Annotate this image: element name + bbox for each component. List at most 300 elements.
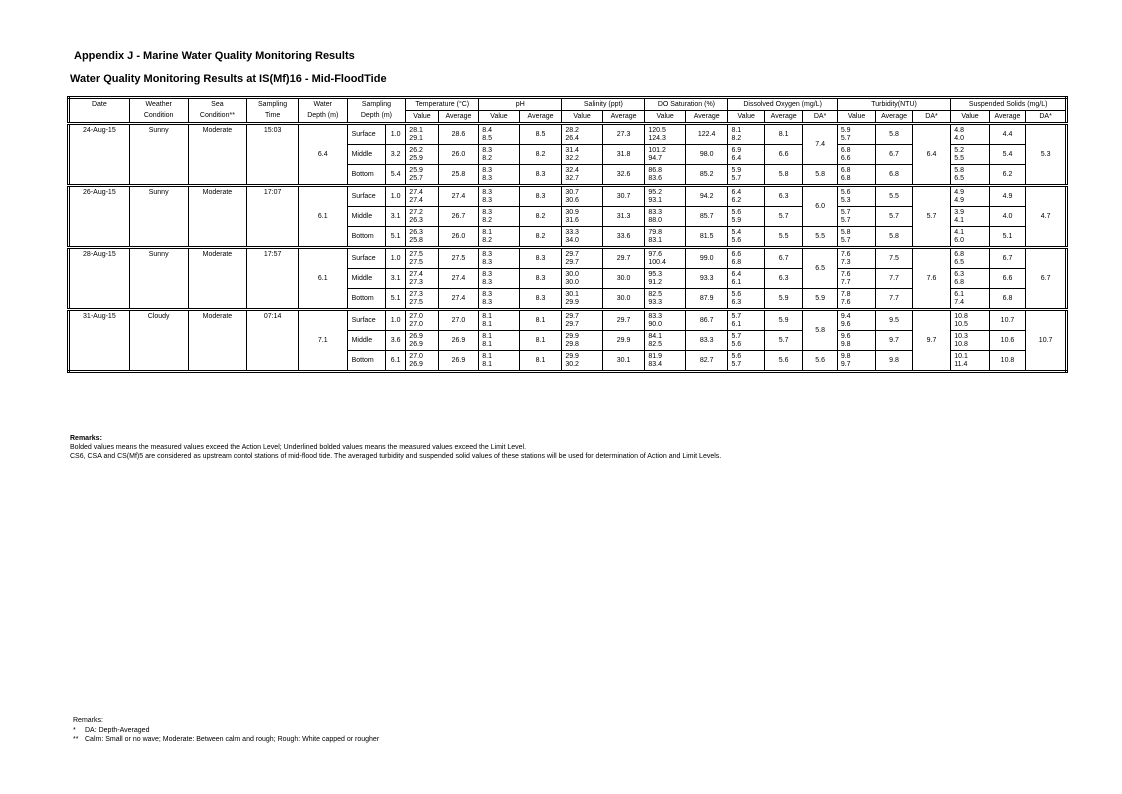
- footnote-item: [73, 726, 379, 736]
- col-sampling-depth-l2: Depth (m): [347, 111, 406, 124]
- dissolved-oxygen-values-reading: 6.4: [731, 270, 742, 278]
- col-time-l1: Sampling: [247, 98, 299, 111]
- salinity-values-reading: 30.1: [565, 290, 579, 298]
- dissolved-oxygen-average: 6.6: [764, 145, 802, 165]
- ph-values: [479, 331, 520, 351]
- do-saturation-values: [645, 145, 686, 165]
- sea-condition-cell: Moderate: [188, 248, 247, 310]
- ph-values-reading: 8.1: [482, 228, 492, 236]
- day-group: [69, 248, 1067, 310]
- turbidity-values: [837, 207, 875, 227]
- dissolved-oxygen-values-reading: 6.6: [731, 250, 742, 258]
- sub-average: Average: [989, 111, 1025, 124]
- dissolved-oxygen-average: 6.3: [764, 186, 802, 207]
- do-saturation-average: 85.2: [685, 165, 728, 186]
- dissolved-oxygen-average: 6.7: [764, 248, 802, 269]
- ph-values-reading: 8.3: [482, 208, 492, 216]
- date-cell: 28-Aug-15: [69, 248, 130, 310]
- turbidity-values: [837, 269, 875, 289]
- suspended-solids-values: [951, 289, 989, 310]
- temperature-average: 27.4: [438, 269, 479, 289]
- day-group: [69, 186, 1067, 248]
- salinity-average: 30.0: [602, 289, 645, 310]
- sampling-depth-cell: 3.6: [386, 331, 406, 351]
- ph-average: 8.3: [519, 269, 562, 289]
- suspended-solids-values-reading: 10.1: [954, 352, 968, 360]
- suspended-solids-average: 10.6: [989, 331, 1025, 351]
- col-salinity: Salinity (ppt): [562, 98, 645, 111]
- appendix-title: Appendix J - Marine Water Quality Monitoring Results: [74, 50, 355, 62]
- do-saturation-average: 85.7: [685, 207, 728, 227]
- sub-average: Average: [519, 111, 562, 124]
- dissolved-oxygen-values: [728, 145, 764, 165]
- turbidity-average: 9.8: [876, 351, 912, 372]
- salinity-values-reading: 34.0: [565, 236, 579, 244]
- salinity-values-reading: 31.4: [565, 146, 579, 154]
- sampling-time-cell: 15:03: [247, 124, 299, 186]
- dissolved-oxygen-values-reading: 6.4: [731, 188, 742, 196]
- sampling-level-label: Bottom: [347, 351, 385, 372]
- date-cell: 31-Aug-15: [69, 310, 130, 372]
- weather-cell: Sunny: [129, 248, 188, 310]
- remarks-line: CS6, CSA and CS(Mf)5 are considered as upstream contol stations of mid-flood tide. The averaged turbidity and suspended solid values of these stations will be used for determination of Action and Limit Levels.: [70, 453, 722, 460]
- salinity-values-reading: 29.9: [565, 352, 579, 360]
- turbidity-values: [837, 227, 875, 248]
- ph-values-reading: 8.3: [482, 188, 492, 196]
- do-saturation-values: [645, 124, 686, 145]
- do-saturation-values-reading: 95.3: [648, 270, 662, 278]
- col-turbidity: Turbidity(NTU): [837, 98, 950, 111]
- temperature-values: [406, 331, 438, 351]
- suspended-solids-values: [951, 165, 989, 186]
- do-saturation-average: 81.5: [685, 227, 728, 248]
- ph-values: [479, 145, 520, 165]
- suspended-solids-values-reading: 4.0: [954, 134, 964, 142]
- temperature-values-reading: 26.2: [409, 146, 423, 154]
- sub-value: Value: [479, 111, 520, 124]
- dissolved-oxygen-values-reading: 5.6: [731, 352, 742, 360]
- turbidity-values-reading: 7.3: [840, 258, 851, 266]
- dissolved-oxygen-average: 8.1: [764, 124, 802, 145]
- temperature-values-reading: 27.3: [409, 290, 423, 298]
- temperature-values-reading: 26.3: [409, 228, 423, 236]
- temperature-average: 25.8: [438, 165, 479, 186]
- temperature-values-reading: 27.4: [409, 188, 423, 196]
- dissolved-oxygen-values: [728, 124, 764, 145]
- turbidity-average: 9.7: [876, 331, 912, 351]
- sampling-depth-cell: 1.0: [386, 186, 406, 207]
- temperature-values: [406, 124, 438, 145]
- suspended-solids-da: 6.7: [1026, 248, 1067, 310]
- do-saturation-values-reading: 83.4: [648, 360, 662, 368]
- temperature-average: 26.0: [438, 227, 479, 248]
- col-do-saturation: DO Saturation (%): [645, 98, 728, 111]
- footnote-mark: **: [73, 736, 79, 743]
- do-saturation-values-reading: 82.5: [648, 290, 662, 298]
- suspended-solids-values-reading: 6.8: [954, 278, 964, 286]
- suspended-solids-values: [951, 207, 989, 227]
- dissolved-oxygen-values-reading: 5.7: [731, 360, 742, 368]
- ph-values: [479, 248, 520, 269]
- turbidity-values: [837, 351, 875, 372]
- turbidity-values-reading: 9.4: [840, 312, 851, 320]
- turbidity-average: 7.5: [876, 248, 912, 269]
- remarks-line: Bolded values means the measured values exceed the Action Level; Underlined bolded values means the measured values exceed the Limit Level.: [70, 444, 527, 451]
- ph-values-reading: 8.2: [482, 216, 492, 224]
- temperature-values-reading: 26.3: [409, 216, 423, 224]
- suspended-solids-average: 4.0: [989, 207, 1025, 227]
- suspended-solids-values-reading: 5.2: [954, 146, 964, 154]
- salinity-average: 27.3: [602, 124, 645, 145]
- temperature-values-reading: 26.9: [409, 332, 423, 340]
- ph-values-reading: 8.1: [482, 332, 492, 340]
- temperature-average: 27.4: [438, 289, 479, 310]
- do-saturation-values-reading: 100.4: [648, 258, 666, 266]
- suspended-solids-values-reading: 11.4: [954, 360, 968, 368]
- turbidity-values-reading: 5.7: [840, 208, 851, 216]
- turbidity-average: 5.7: [876, 207, 912, 227]
- suspended-solids-average: 4.4: [989, 124, 1025, 145]
- do-saturation-values-reading: 88.0: [648, 216, 662, 224]
- temperature-values: [406, 310, 438, 331]
- salinity-values-reading: 30.0: [565, 278, 579, 286]
- dissolved-oxygen-da: 5.8: [803, 310, 837, 351]
- suspended-solids-average: 5.1: [989, 227, 1025, 248]
- col-weather-l2: Condition: [129, 111, 188, 124]
- do-saturation-average: 82.7: [685, 351, 728, 372]
- salinity-values-reading: 30.0: [565, 270, 579, 278]
- table-header: [69, 98, 1067, 124]
- turbidity-average: 6.7: [876, 145, 912, 165]
- temperature-average: 26.9: [438, 351, 479, 372]
- dissolved-oxygen-values-reading: 5.7: [731, 332, 742, 340]
- ph-average: 8.5: [519, 124, 562, 145]
- suspended-solids-values-reading: 7.4: [954, 298, 964, 306]
- dissolved-oxygen-average: 5.8: [764, 165, 802, 186]
- temperature-average: 26.9: [438, 331, 479, 351]
- sampling-level-label: Middle: [347, 145, 385, 165]
- sampling-level-label: Bottom: [347, 227, 385, 248]
- suspended-solids-values: [951, 351, 989, 372]
- table-row: [69, 310, 1067, 331]
- dissolved-oxygen-values-reading: 5.6: [731, 208, 742, 216]
- water-quality-table: [67, 96, 1068, 373]
- turbidity-values-reading: 5.7: [840, 134, 851, 142]
- suspended-solids-values-reading: 10.3: [954, 332, 968, 340]
- col-water-depth-l2: Depth (m): [298, 111, 347, 124]
- dissolved-oxygen-average: 5.7: [764, 331, 802, 351]
- dissolved-oxygen-values-reading: 6.2: [731, 196, 742, 204]
- ph-values-reading: 8.2: [482, 154, 492, 162]
- col-temperature: Temperature (°C): [406, 98, 479, 111]
- table-row: [69, 186, 1067, 207]
- dissolved-oxygen-da: 7.4: [803, 124, 837, 165]
- sea-condition-cell: Moderate: [188, 186, 247, 248]
- sampling-level-label: Middle: [347, 331, 385, 351]
- salinity-values-reading: 31.6: [565, 216, 579, 224]
- suspended-solids-average: 6.7: [989, 248, 1025, 269]
- suspended-solids-values: [951, 186, 989, 207]
- sampling-level-label: Surface: [347, 186, 385, 207]
- dissolved-oxygen-values-reading: 5.4: [731, 228, 742, 236]
- salinity-average: 29.7: [602, 310, 645, 331]
- ph-values-reading: 8.1: [482, 320, 492, 328]
- suspended-solids-values-reading: 4.9: [954, 196, 964, 204]
- sampling-depth-cell: 5.1: [386, 289, 406, 310]
- sub-da: DA*: [803, 111, 837, 124]
- dissolved-oxygen-values-reading: 5.6: [731, 236, 742, 244]
- weather-cell: Sunny: [129, 186, 188, 248]
- turbidity-values-reading: 6.8: [840, 146, 851, 154]
- suspended-solids-values-reading: 6.3: [954, 270, 964, 278]
- temperature-values-reading: 25.7: [409, 174, 423, 182]
- do-saturation-values: [645, 227, 686, 248]
- salinity-values: [562, 227, 603, 248]
- dissolved-oxygen-values: [728, 227, 764, 248]
- dissolved-oxygen-values-reading: 8.1: [731, 126, 742, 134]
- turbidity-values-reading: 5.3: [840, 196, 851, 204]
- dissolved-oxygen-values-reading: 6.8: [731, 258, 742, 266]
- turbidity-average: 9.5: [876, 310, 912, 331]
- sea-condition-cell: Moderate: [188, 124, 247, 186]
- col-sampling-depth-l1: Sampling: [347, 98, 406, 111]
- salinity-values-reading: 29.9: [565, 298, 579, 306]
- ph-values-reading: 8.3: [482, 290, 492, 298]
- salinity-values-reading: 29.8: [565, 340, 579, 348]
- suspended-solids-average: 6.2: [989, 165, 1025, 186]
- sub-da: DA*: [912, 111, 950, 124]
- sub-average: Average: [602, 111, 645, 124]
- salinity-values: [562, 207, 603, 227]
- remarks-action-limit: [70, 434, 721, 461]
- temperature-values-reading: 27.4: [409, 196, 423, 204]
- turbidity-values: [837, 165, 875, 186]
- turbidity-values-reading: 7.6: [840, 250, 851, 258]
- turbidity-values-reading: 6.8: [840, 166, 851, 174]
- ph-average: 8.3: [519, 248, 562, 269]
- do-saturation-average: 93.3: [685, 269, 728, 289]
- suspended-solids-values-reading: 5.8: [954, 166, 964, 174]
- dissolved-oxygen-da-bottom: 5.5: [803, 227, 837, 248]
- dissolved-oxygen-values-reading: 5.9: [731, 216, 742, 224]
- dissolved-oxygen-da-bottom: 5.6: [803, 351, 837, 372]
- temperature-values: [406, 165, 438, 186]
- suspended-solids-values-reading: 3.9: [954, 208, 964, 216]
- temperature-values-reading: 27.0: [409, 320, 423, 328]
- turbidity-values: [837, 310, 875, 331]
- turbidity-values-reading: 5.8: [840, 228, 851, 236]
- turbidity-values-reading: 9.6: [840, 332, 851, 340]
- col-time-l2: Time: [247, 111, 299, 124]
- turbidity-average: 7.7: [876, 289, 912, 310]
- weather-cell: Cloudy: [129, 310, 188, 372]
- temperature-values-reading: 27.5: [409, 258, 423, 266]
- temperature-values-reading: 25.8: [409, 236, 423, 244]
- salinity-average: 31.3: [602, 207, 645, 227]
- ph-values-reading: 8.3: [482, 166, 492, 174]
- sub-average: Average: [764, 111, 802, 124]
- sub-value: Value: [645, 111, 686, 124]
- salinity-average: 30.0: [602, 269, 645, 289]
- suspended-solids-values-reading: 6.5: [954, 258, 964, 266]
- ph-values-reading: 8.4: [482, 126, 492, 134]
- salinity-values-reading: 29.7: [565, 312, 579, 320]
- dissolved-oxygen-values: [728, 310, 764, 331]
- do-saturation-values: [645, 186, 686, 207]
- turbidity-values-reading: 9.6: [840, 320, 851, 328]
- ph-average: 8.3: [519, 165, 562, 186]
- ph-average: 8.2: [519, 207, 562, 227]
- remarks-footnotes: [73, 716, 379, 745]
- dissolved-oxygen-values: [728, 186, 764, 207]
- turbidity-da: 9.7: [912, 310, 950, 372]
- footnote-title: Remarks:: [73, 717, 103, 724]
- suspended-solids-values-reading: 6.1: [954, 290, 964, 298]
- ph-values: [479, 269, 520, 289]
- sampling-depth-cell: 1.0: [386, 124, 406, 145]
- do-saturation-average: 86.7: [685, 310, 728, 331]
- do-saturation-values-reading: 86.8: [648, 166, 662, 174]
- sub-value: Value: [951, 111, 989, 124]
- turbidity-average: 6.8: [876, 165, 912, 186]
- do-saturation-values-reading: 93.3: [648, 298, 662, 306]
- temperature-values-reading: 26.9: [409, 360, 423, 368]
- do-saturation-values-reading: 81.9: [648, 352, 662, 360]
- suspended-solids-values-reading: 6.0: [954, 236, 964, 244]
- ph-values: [479, 207, 520, 227]
- ph-values-reading: 8.3: [482, 270, 492, 278]
- ph-average: 8.2: [519, 227, 562, 248]
- salinity-values-reading: 29.7: [565, 320, 579, 328]
- turbidity-values-reading: 7.7: [840, 278, 851, 286]
- do-saturation-average: 87.9: [685, 289, 728, 310]
- sampling-level-label: Middle: [347, 269, 385, 289]
- suspended-solids-values-reading: 10.5: [954, 320, 968, 328]
- do-saturation-values-reading: 83.6: [648, 174, 662, 182]
- temperature-values-reading: 25.9: [409, 166, 423, 174]
- dissolved-oxygen-da-bottom: 5.9: [803, 289, 837, 310]
- suspended-solids-values-reading: 5.5: [954, 154, 964, 162]
- sampling-time-cell: 17:57: [247, 248, 299, 310]
- turbidity-values: [837, 145, 875, 165]
- dissolved-oxygen-average: 5.7: [764, 207, 802, 227]
- ph-average: 8.1: [519, 351, 562, 372]
- temperature-values-reading: 27.0: [409, 312, 423, 320]
- do-saturation-values: [645, 165, 686, 186]
- sampling-depth-cell: 1.0: [386, 310, 406, 331]
- salinity-average: 31.8: [602, 145, 645, 165]
- suspended-solids-values: [951, 310, 989, 331]
- sampling-depth-cell: 3.2: [386, 145, 406, 165]
- col-suspended-solids: Suspended Solids (mg/L): [951, 98, 1067, 111]
- turbidity-values-reading: 5.6: [840, 188, 851, 196]
- remarks-title: Remarks:: [70, 435, 102, 442]
- turbidity-average: 5.8: [876, 227, 912, 248]
- sub-value: Value: [728, 111, 764, 124]
- suspended-solids-da: 4.7: [1026, 186, 1067, 248]
- salinity-values-reading: 29.7: [565, 258, 579, 266]
- temperature-values: [406, 248, 438, 269]
- ph-values: [479, 165, 520, 186]
- turbidity-values: [837, 124, 875, 145]
- sampling-level-label: Bottom: [347, 289, 385, 310]
- dissolved-oxygen-values: [728, 207, 764, 227]
- do-saturation-values: [645, 310, 686, 331]
- suspended-solids-values-reading: 6.8: [954, 250, 964, 258]
- salinity-values-reading: 28.2: [565, 126, 579, 134]
- sub-average: Average: [438, 111, 479, 124]
- salinity-values: [562, 248, 603, 269]
- dissolved-oxygen-average: 5.5: [764, 227, 802, 248]
- sampling-level-label: Surface: [347, 124, 385, 145]
- suspended-solids-average: 5.4: [989, 145, 1025, 165]
- ph-values-reading: 8.5: [482, 134, 492, 142]
- turbidity-da: 6.4: [912, 124, 950, 186]
- sub-value: Value: [837, 111, 875, 124]
- water-depth-cell: 6.1: [298, 248, 347, 310]
- ph-values-reading: 8.2: [482, 236, 492, 244]
- sub-value: Value: [562, 111, 603, 124]
- temperature-values: [406, 351, 438, 372]
- table-row: [69, 124, 1067, 145]
- salinity-values: [562, 289, 603, 310]
- dissolved-oxygen-average: 6.3: [764, 269, 802, 289]
- ph-values: [479, 124, 520, 145]
- salinity-average: 29.7: [602, 248, 645, 269]
- dissolved-oxygen-values-reading: 5.9: [731, 166, 742, 174]
- do-saturation-average: 98.0: [685, 145, 728, 165]
- temperature-average: 27.5: [438, 248, 479, 269]
- suspended-solids-values: [951, 145, 989, 165]
- table-title: Water Quality Monitoring Results at IS(Mf)16 - Mid-FloodTide: [70, 73, 387, 85]
- suspended-solids-average: 4.9: [989, 186, 1025, 207]
- temperature-values-reading: 27.5: [409, 298, 423, 306]
- do-saturation-values-reading: 101.2: [648, 146, 666, 154]
- col-weather-l1: Weather: [129, 98, 188, 111]
- do-saturation-values-reading: 124.3: [648, 134, 666, 142]
- salinity-values-reading: 30.7: [565, 188, 579, 196]
- dissolved-oxygen-values-reading: 6.9: [731, 146, 742, 154]
- suspended-solids-average: 6.6: [989, 269, 1025, 289]
- sampling-depth-cell: 3.1: [386, 269, 406, 289]
- suspended-solids-values-reading: 4.1: [954, 216, 964, 224]
- turbidity-values: [837, 186, 875, 207]
- weather-cell: Sunny: [129, 124, 188, 186]
- turbidity-values-reading: 9.7: [840, 360, 851, 368]
- footnote-item: [73, 735, 379, 745]
- salinity-values-reading: 32.4: [565, 166, 579, 174]
- sampling-depth-cell: 1.0: [386, 248, 406, 269]
- turbidity-values-reading: 7.6: [840, 270, 851, 278]
- temperature-average: 28.6: [438, 124, 479, 145]
- suspended-solids-values-reading: 6.5: [954, 174, 964, 182]
- salinity-values: [562, 269, 603, 289]
- ph-average: 8.3: [519, 289, 562, 310]
- do-saturation-values-reading: 94.7: [648, 154, 662, 162]
- suspended-solids-values-reading: 4.8: [954, 126, 964, 134]
- footnote-text: DA: Depth-Averaged: [85, 726, 150, 734]
- temperature-values-reading: 27.3: [409, 278, 423, 286]
- ph-average: 8.1: [519, 331, 562, 351]
- turbidity-average: 5.5: [876, 186, 912, 207]
- dissolved-oxygen-values: [728, 269, 764, 289]
- do-saturation-values-reading: 93.1: [648, 196, 662, 204]
- col-date: Date: [69, 98, 130, 124]
- do-saturation-values-reading: 90.0: [648, 320, 662, 328]
- ph-values: [479, 351, 520, 372]
- footnote-text: Calm: Small or no wave; Moderate: Between calm and rough; Rough: White capped or rougher: [85, 736, 380, 743]
- turbidity-average: 5.8: [876, 124, 912, 145]
